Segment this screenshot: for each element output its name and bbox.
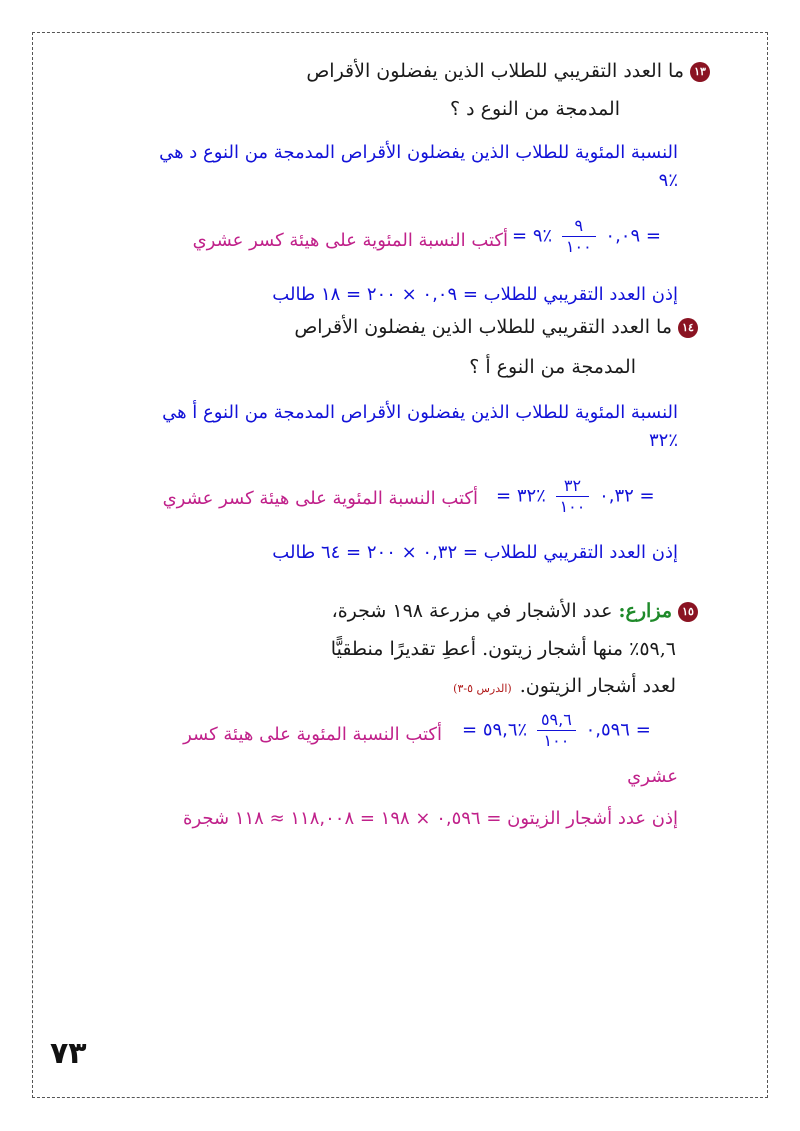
q14-answer-line1: النسبة المئوية للطلاب الذين يفضلون الأقراص المدمجة من النوع أ هي xyxy=(162,402,678,423)
q14-equation: = ٠,٣٢ $\frac{٣٢}{١٠٠}$ ٪٣٢ = xyxy=(496,476,655,516)
q13-result: إذن العدد التقريبي للطلاب = ٠,٠٩ × ٢٠٠ = ١٨ طالب xyxy=(272,284,678,305)
q13-answer-line1: النسبة المئوية للطلاب الذين يفضلون الأقراص المدمجة من النوع د هي xyxy=(159,142,678,163)
page-frame xyxy=(32,32,768,1098)
q13-line2: المدمجة من النوع د ؟ xyxy=(450,98,620,120)
q15-number-badge: ١٥ xyxy=(678,602,698,622)
q14-note: أكتب النسبة المئوية على هيئة كسر عشري xyxy=(162,488,478,509)
q13-line1: ١٣ما العدد التقريبي للطلاب الذين يفضلون الأقراص xyxy=(306,60,710,82)
q15-result: إذن عدد أشجار الزيتون = ٠,٥٩٦ × ١٩٨ = ١١٨,٠٠٨ ≈ ١١٨ شجرة xyxy=(183,808,678,829)
q15-note-line2: عشري xyxy=(627,766,678,787)
q14-answer-line2: ٪٣٢ xyxy=(648,430,678,451)
q14-line2: المدمجة من النوع أ ؟ xyxy=(469,356,636,378)
q15-note-line1: أكتب النسبة المئوية على هيئة كسر xyxy=(183,724,442,745)
q15-line3: لعدد أشجار الزيتون.(الدرس ٥-٣) xyxy=(453,675,676,697)
q14-result: إذن العدد التقريبي للطلاب = ٠,٣٢ × ٢٠٠ = ٦٤ طالب xyxy=(272,542,678,563)
q13-number-badge: ١٣ xyxy=(690,62,710,82)
q15-lesson-ref: (الدرس ٥-٣) xyxy=(453,682,512,695)
q15-equation: = ٠,٥٩٦ $\frac{٥٩,٦}{١٠٠}$ ٪٥٩,٦ = xyxy=(462,710,651,750)
q13-equation: = ٠,٠٩ $\frac{٩}{١٠٠}$ ٪٩ = xyxy=(512,216,661,256)
q14-line1: ١٤ما العدد التقريبي للطلاب الذين يفضلون الأقراص xyxy=(294,316,698,338)
q13-note: أكتب النسبة المئوية على هيئة كسر عشري xyxy=(192,230,508,251)
q15-line2: ٥٩,٦٪ منها أشجار زيتون. أعطِ تقديرًا منطقيًّا xyxy=(330,638,676,660)
q15-label: مزارع: xyxy=(618,600,672,622)
q14-number-badge: ١٤ xyxy=(678,318,698,338)
q15-fraction: $\frac{٥٩,٦}{١٠٠}$ xyxy=(537,710,576,751)
q14-fraction: $\frac{٣٢}{١٠٠}$ xyxy=(556,476,590,517)
page-number: ٧٣ xyxy=(50,1036,87,1071)
q15-line1: ١٥مزارع: عدد الأشجار في مزرعة ١٩٨ شجرة، xyxy=(332,600,698,622)
q13-fraction: $\frac{٩}{١٠٠}$ xyxy=(562,216,596,257)
q13-answer-line2: ٪٩ xyxy=(658,170,678,191)
